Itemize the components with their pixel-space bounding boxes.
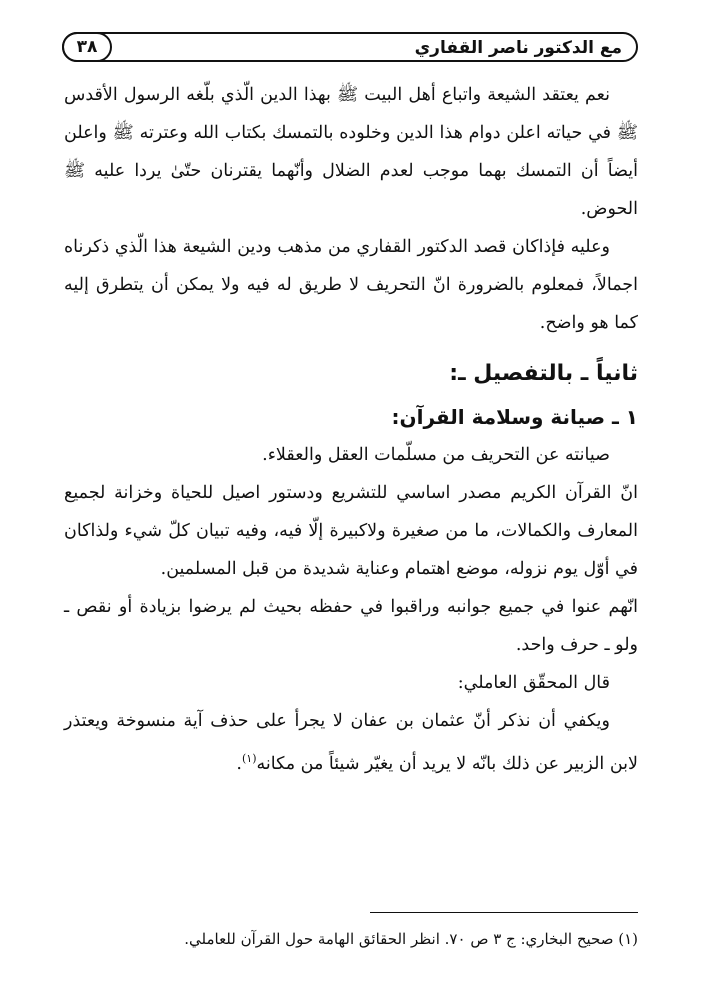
paragraph: انّهم عنوا في جميع جوانبه وراقبوا في حفظه بحيث لم يرضوا بزيادة أو نقص ـ ولو ـ حرف واحد. bbox=[64, 597, 638, 655]
quote-intro: قال المحقّق العاملي: bbox=[457, 673, 610, 693]
page-body bbox=[64, 76, 638, 783]
section-heading: ثانياً ـ بالتفصيل ـ: bbox=[449, 361, 638, 386]
footnote-divider bbox=[370, 912, 638, 913]
quotation-text: ويكفي أن نذكر أنّ عثمان بن عفان لا يجرأ على حذف آية منسوخة ويعتذر لابن الزبير عن ذلك بانّه لا يريد أن يغيّر شيئاً من مكانه bbox=[64, 711, 638, 774]
paragraph: صيانته عن التحريف من مسلّمات العقل والعقلاء. bbox=[262, 445, 610, 465]
quotation-end: . bbox=[236, 753, 242, 774]
running-header bbox=[62, 32, 638, 62]
header-title: مع الدكتور ناصر القفاري bbox=[414, 38, 622, 58]
paragraph: وعليه فإذاكان قصد الدكتور القفاري من مذهب ودين الشيعة هذا الّذي ذكرناه اجمالاً، فمعلوم بالضرورة انّ التحريف لا طريق له فيه ولا يمكن أن يتطرق إليه كما هو واضح. bbox=[64, 237, 638, 333]
paragraph: انّ القرآن الكريم مصدر اساسي للتشريع ودستور اصيل للحياة وخزانة لجميع المعارف والكمالات، ما من صغيرة ولاكبيرة إلّا فيه، وفيه تبيان كلّ شيء ولذاكان في أوّل يوم نزوله، موضع اهتمام وعناية شديدة من قبل المسلمين. bbox=[64, 483, 638, 579]
subsection-heading: ١ ـ صيانة وسلامة القرآن: bbox=[391, 405, 638, 429]
footnote-marker[interactable]: (١) bbox=[241, 752, 257, 765]
quotation-paragraph bbox=[64, 702, 638, 783]
paragraph: نعم يعتقد الشيعة واتباع أهل البيت ﷺ بهذا الدين الّذي بلّغه الرسول الأقدس ﷺ في حياته اعلن دوام هذا الدين وخلوده بالتمسك بكتاب الله وعترته ﷺ واعلن أيضاً أن التمسك بهما موجب لعدم الضلال وأنّهما يقترنان حتّىٰ يردا عليه ﷺ الحوض. bbox=[64, 85, 638, 219]
footnote: (١) صحيح البخاري: ج ٣ ص ٧٠. انظر الحقائق الهامة حول القرآن للعاملي. bbox=[184, 930, 638, 948]
page-number: ٣٨ bbox=[62, 32, 112, 62]
